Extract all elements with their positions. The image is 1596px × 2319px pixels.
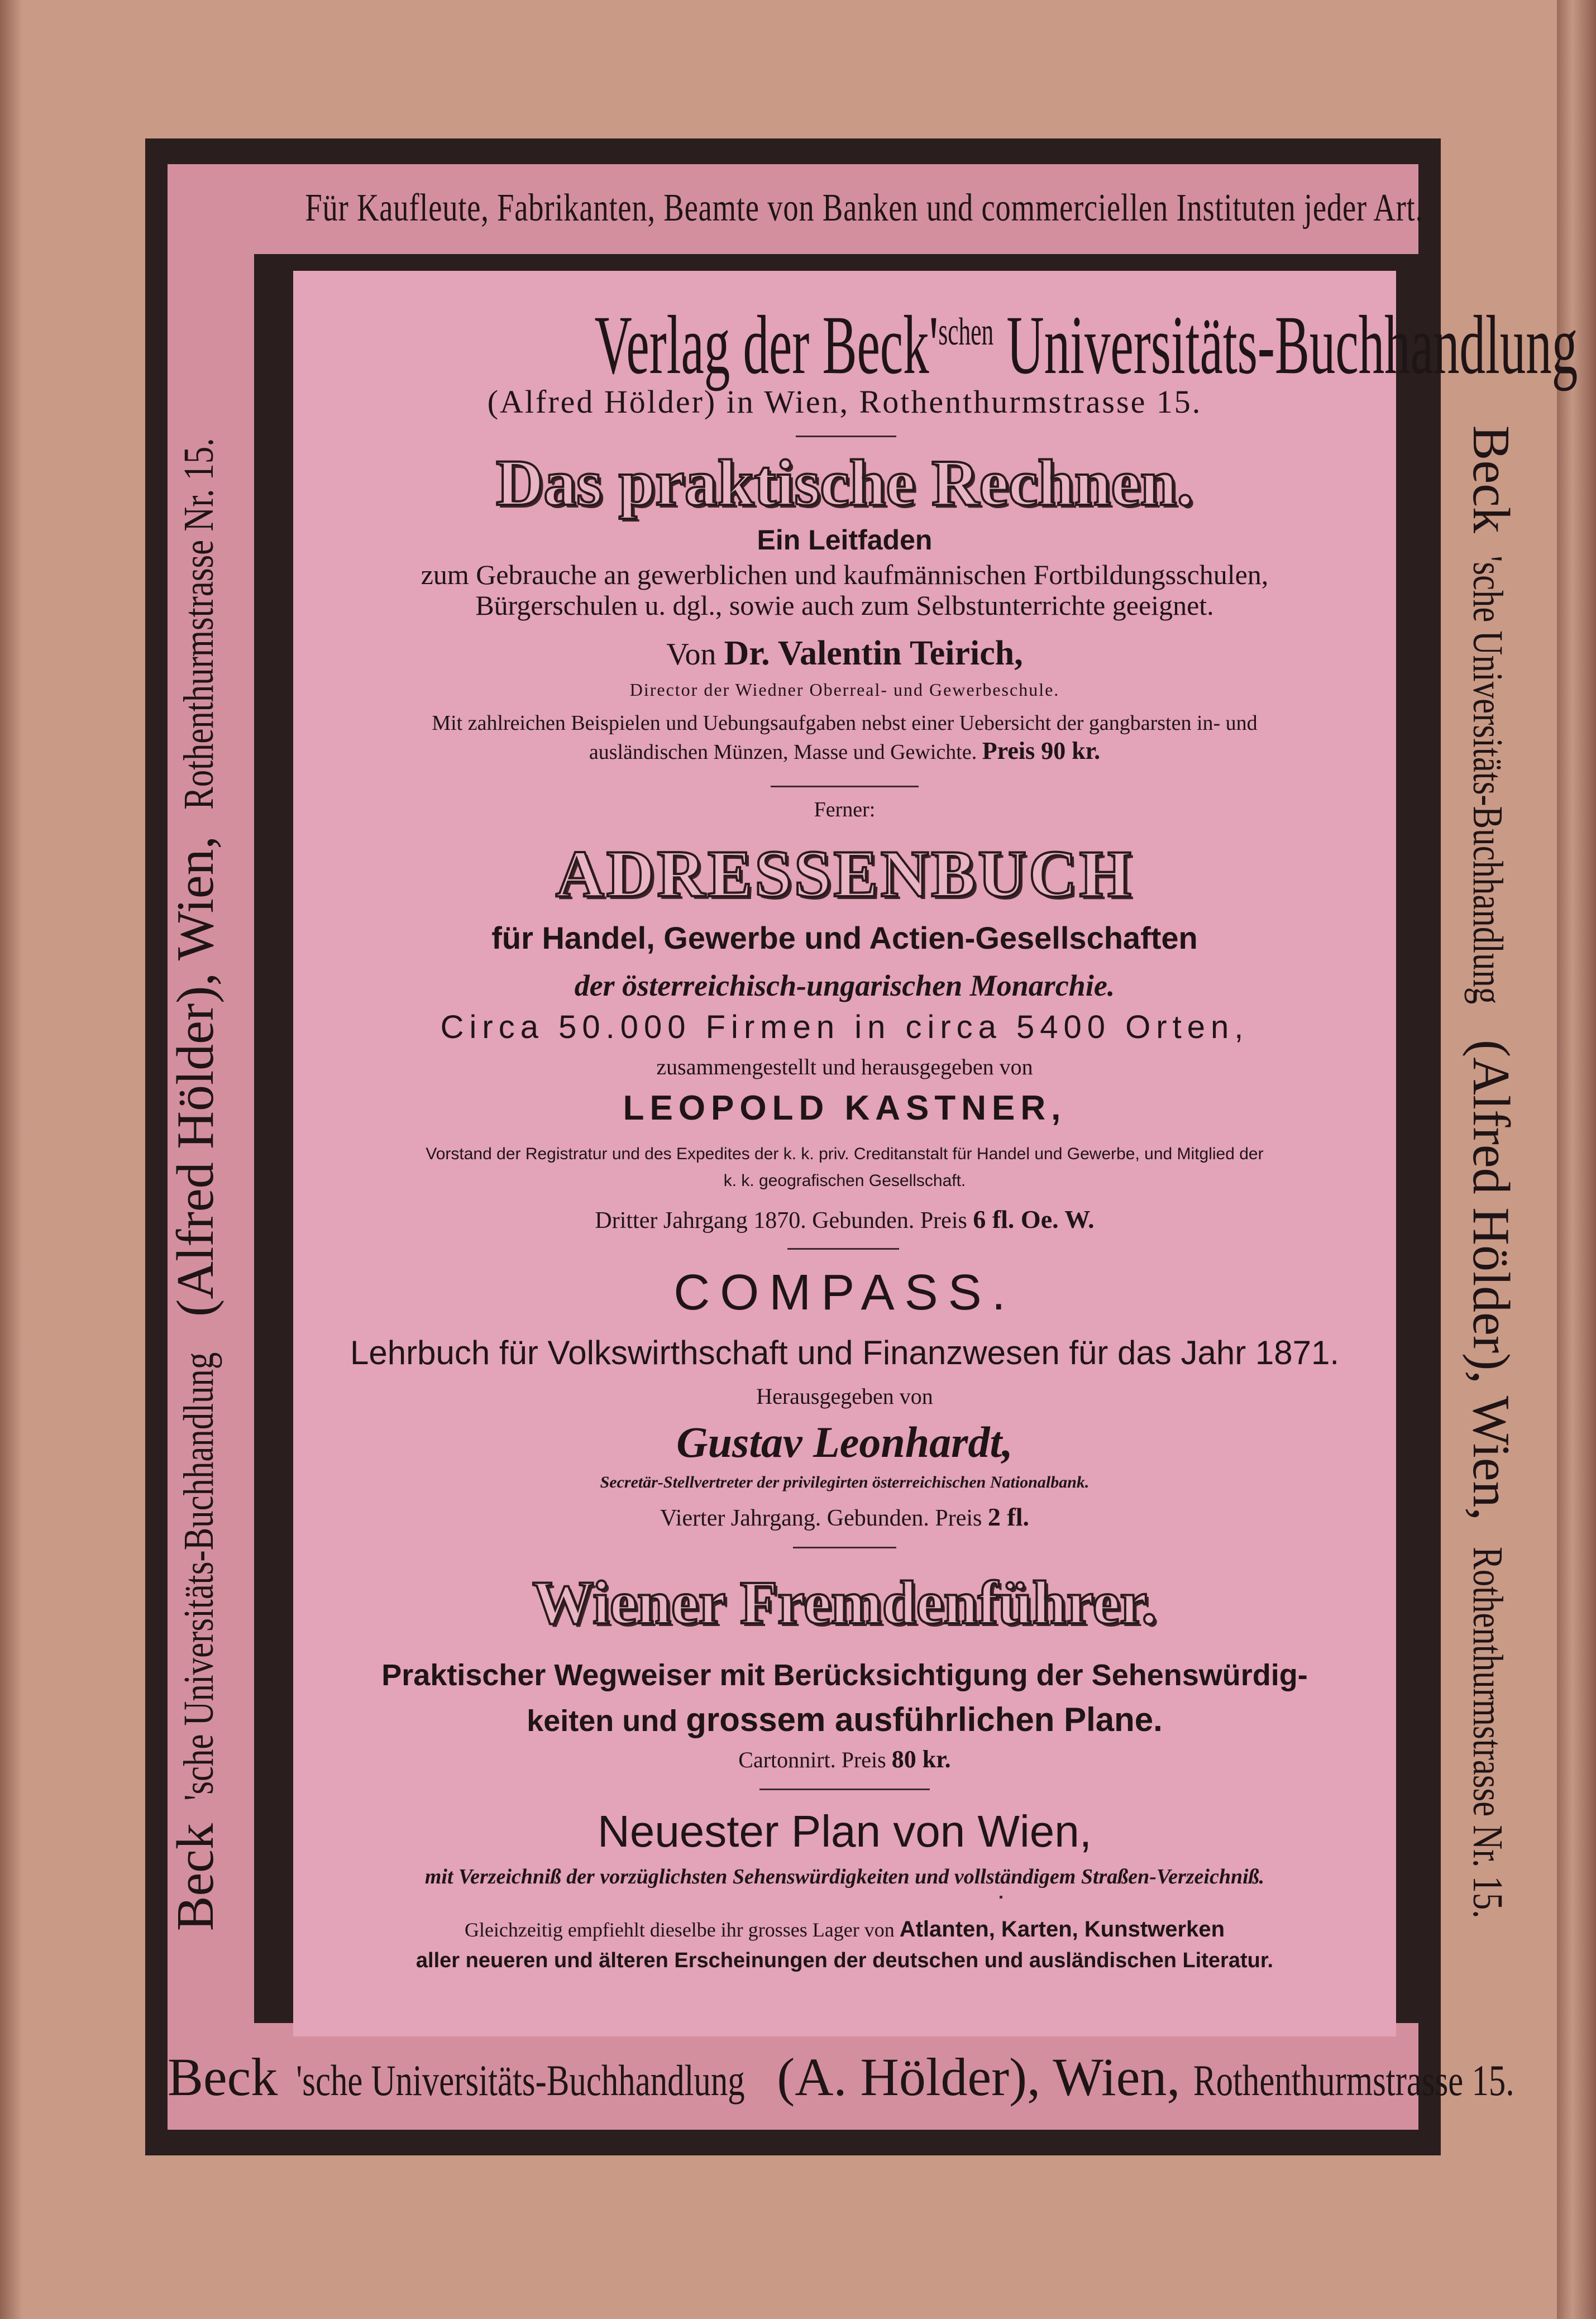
publisher-name-part1: Verlag der Beck' bbox=[594, 299, 939, 391]
book2-price: 6 fl. Oe. W. bbox=[973, 1205, 1095, 1233]
closing-line-1a: Gleichzeitig empfiehlt dieselbe ihr grosses Lager von bbox=[464, 1919, 900, 1941]
book3-edition: Vierter Jahrgang. Gebunden. Preis bbox=[660, 1505, 982, 1531]
book4-subtitle-2a: keiten und bbox=[527, 1704, 686, 1738]
book3-subtitle: Lehrbuch für Volkswirthschaft und Finanzwesen für das Jahr 1871. bbox=[350, 1334, 1339, 1371]
book2-line-1: für Handel, Gewerbe und Actien-Gesellschaften bbox=[491, 920, 1198, 955]
book1-subtitle: Ein Leitfaden bbox=[757, 524, 933, 556]
book4-subtitle-line-2 bbox=[293, 1700, 1396, 1741]
scan-edge-left bbox=[0, 0, 22, 2319]
book1-author: Dr. Valentin Teirich, bbox=[724, 634, 1023, 672]
ferner: Ferner: bbox=[814, 798, 876, 821]
book1-desc-2: Bürgerschulen u. dgl., sowie auch zum Selbstunterrichte geeignet. bbox=[475, 590, 1214, 621]
book4-subtitle-2b: grossem ausführlichen Plane. bbox=[686, 1701, 1163, 1738]
publisher-name bbox=[293, 282, 1578, 395]
book2-editor-role-1: Vorstand der Registratur und des Expedites der k. k. priv. Creditanstalt für Handel und Gewerbe, und Mitglied der bbox=[426, 1145, 1264, 1163]
closing-line-1b: Atlanten, Karten, Kunstwerken bbox=[899, 1917, 1225, 1942]
publisher-name-part2: Universitäts-Buchhandlung bbox=[993, 299, 1578, 391]
footer-line bbox=[168, 2038, 1514, 2116]
book2-edition-line bbox=[293, 1204, 1396, 1236]
closing-line-2: aller neueren und älteren Erscheinungen der deutschen und ausländischen Literatur. bbox=[415, 1949, 1274, 1972]
book2-compiled: zusammengestellt und herausgegeben von bbox=[656, 1054, 1033, 1079]
book2-count-line: Circa 50.000 Firmen in circa 5400 Orten, bbox=[440, 1009, 1249, 1045]
book2-editor-role-2: k. k. geografischen Gesellschaft. bbox=[723, 1172, 966, 1190]
divider bbox=[793, 1547, 896, 1548]
book4-price: 80 kr. bbox=[891, 1746, 951, 1773]
publisher-name-sup: schen bbox=[938, 310, 994, 353]
side-text-right bbox=[1452, 335, 1530, 2021]
side-right-beck: Beck bbox=[1462, 425, 1520, 533]
book1-author-role: Director der Wiedner Oberreal- und Gewerbeschule. bbox=[629, 680, 1060, 700]
book2-edition: Dritter Jahrgang 1870. Gebunden. Preis bbox=[595, 1208, 967, 1233]
book4-title: Wiener Fremdenführer. bbox=[532, 1569, 1157, 1637]
book1-details-1: Mit zahlreichen Beispielen und Uebungsaufgaben nebst einer Uebersicht der gangbarsten in- und bbox=[432, 711, 1258, 735]
book2-editor: LEOPOLD KASTNER, bbox=[623, 1089, 1067, 1127]
divider bbox=[787, 1248, 899, 1250]
side-text-left bbox=[156, 335, 235, 2021]
side-left-beck: Beck bbox=[166, 1823, 224, 1931]
divider bbox=[771, 786, 919, 787]
side-left-street: Rothenthurmstrasse Nr. 15. bbox=[175, 438, 222, 810]
book4-binding: Cartonnirt. Preis bbox=[738, 1747, 886, 1772]
book1-desc-1: zum Gebrauche an gewerblichen und kaufmännischen Fortbildungsschulen, bbox=[420, 559, 1269, 590]
side-right-street: Rothenthurmstrasse Nr. 15. bbox=[1464, 1546, 1511, 1919]
book1-author-prefix: Von bbox=[666, 637, 724, 672]
side-right-uni: 'sche Universitäts-Buchhandlung bbox=[1464, 556, 1511, 1005]
book3-title: COMPASS. bbox=[673, 1265, 1016, 1321]
footer-street: Rothenthurmstrasse 15. bbox=[1193, 2056, 1514, 2105]
divider bbox=[796, 436, 896, 437]
footer-uni: 'sche Universitäts-Buchhandlung bbox=[296, 2056, 745, 2105]
book4-binding-line bbox=[293, 1745, 1396, 1775]
book1-title: Das praktische Rechnen. bbox=[496, 446, 1193, 519]
closing-line-1 bbox=[293, 1915, 1396, 1944]
book5-subtitle: mit Verzeichniß der vorzüglichsten Sehenswürdigkeiten und vollständigem Straßen-Verzeichniß. bbox=[424, 1865, 1265, 1888]
publisher-address: (Alfred Hölder) in Wien, Rothenthurmstrasse 15. bbox=[487, 384, 1202, 420]
divider bbox=[759, 1789, 930, 1790]
book1-author-line bbox=[293, 634, 1396, 674]
book3-edited-by: Herausgegeben von bbox=[756, 1384, 933, 1409]
book1-details-2: ausländischen Münzen, Masse und Gewichte. bbox=[589, 740, 977, 764]
dot-mark bbox=[1000, 1896, 1002, 1899]
book4-subtitle-1: Praktischer Wegweiser mit Berücksichtigung der Sehenswürdig- bbox=[381, 1658, 1308, 1692]
book1-price: Preis 90 kr. bbox=[982, 737, 1101, 764]
book3-edition-line bbox=[293, 1502, 1396, 1533]
header-top-line: Für Kaufleute, Fabrikanten, Beamte von Banken und commerciellen Instituten jeder Art. bbox=[305, 187, 1423, 229]
book3-price: 2 fl. bbox=[987, 1503, 1029, 1531]
side-right-alfred: (Alfred Hölder), Wien, bbox=[1462, 1039, 1520, 1521]
book3-editor: Gustav Leonhardt, bbox=[676, 1418, 1013, 1466]
book2-title: ADRESSENBUCH bbox=[556, 836, 1134, 911]
book2-line-2: der österreichisch-ungarischen Monarchie. bbox=[574, 969, 1115, 1002]
side-left-alfred: (Alfred Hölder), Wien, bbox=[166, 835, 224, 1317]
footer-beck: Beck bbox=[168, 2047, 278, 2107]
book5-title: Neuester Plan von Wien, bbox=[598, 1806, 1092, 1856]
book3-editor-role: Secretär-Stellvertreter der privilegirten österreichischen Nationalbank. bbox=[600, 1473, 1090, 1491]
footer-hoelder: (A. Hölder), Wien, bbox=[777, 2047, 1181, 2107]
side-left-uni: 'sche Universitäts-Buchhandlung bbox=[175, 1352, 222, 1801]
book1-details-line-2 bbox=[293, 737, 1396, 766]
